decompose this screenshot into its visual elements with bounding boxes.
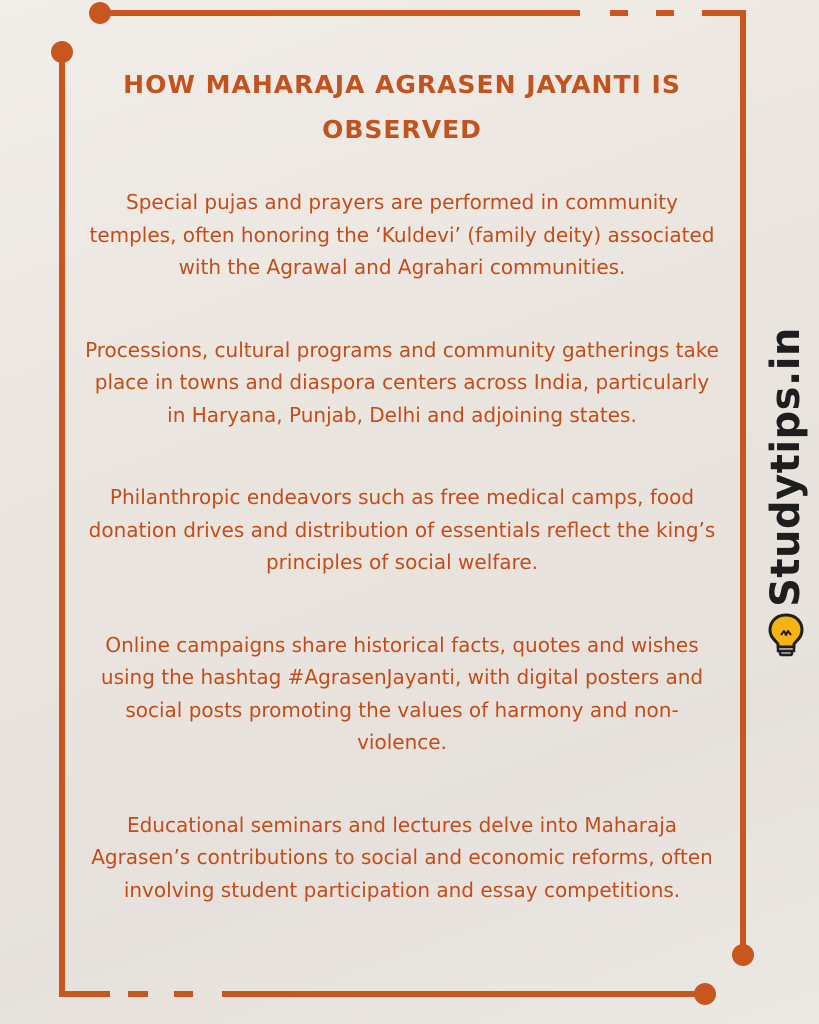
brand-watermark [756, 312, 816, 672]
lightbulb-icon [763, 611, 809, 657]
paragraph-educational-seminars: Educational seminars and lectures delve into Maharaja Agrasen’s contributions to social and economic reforms, often involving student participation and essay competitions. [91, 812, 713, 902]
paragraph-pujas: Special pujas and prayers are performed in community temples, often honoring the ‘Kuldevi’ (family deity) associated with the Agrawal and Agrahari communities. [89, 190, 715, 279]
paragraph-philanthropy: Philanthropic endeavors such as free medical camps, food donation drives and distribution of essentials reflect the king’s principles of social welfare. [88, 485, 716, 574]
paragraph-online-campaigns: Online campaigns share historical facts, quotes and wishes using the hashtag #AgrasenJayanti, with digital posters and social posts promoting the values of harmony and non-violence. [100, 632, 704, 754]
page-title: HOW MAHARAJA AGRASEN JAYANTI IS OBSERVED [123, 70, 681, 144]
brand-name: Studytips.in [763, 327, 809, 607]
content-body [84, 186, 720, 956]
paragraph-processions: Processions, cultural programs and community gatherings take place in towns and diaspora centers across India, particularly in Haryana, Punjab, Delhi and adjoining states. [85, 337, 719, 427]
